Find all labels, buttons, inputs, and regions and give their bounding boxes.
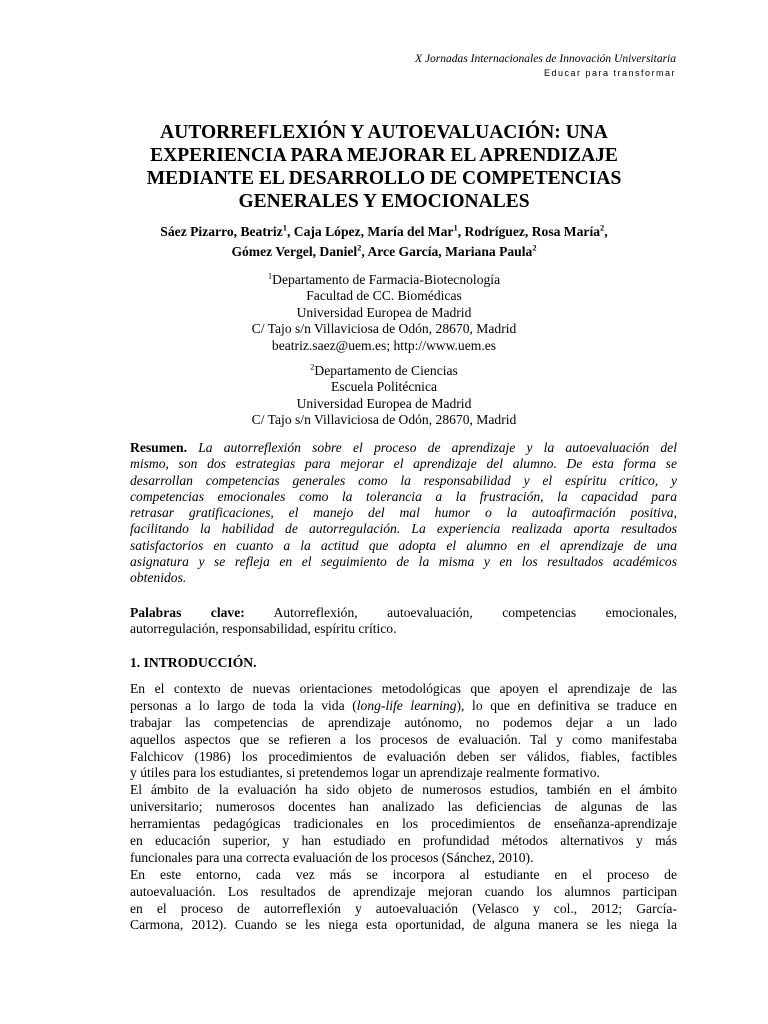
body-line: En el contexto de nuevas orientaciones metodológicas que apoyen el aprendizaje de las (130, 681, 677, 696)
body-line: y útiles para los estudiantes, si pretendemos logar un aprendizaje realmente formativo. (130, 765, 600, 781)
author-name: , Rodríguez, Rosa María (457, 224, 601, 239)
body-emphasis: long-life learning (356, 697, 457, 713)
body-line: en educación superior, y han estudiado en profundidad métodos alternativos y más (130, 833, 677, 849)
author-affiliation-mark: 2 (600, 222, 605, 233)
keywords-line (130, 605, 677, 621)
title-line: EXPERIENCIA PARA MEJORAR EL APRENDIZAJE (150, 145, 618, 166)
body-line: Falchicov (1986) los procedimientos de evaluación deben ser válidos, fiables, factibles (130, 748, 677, 764)
abstract-line: facilitando la habilidad de autorregulación. La experiencia realizada aporta resultados (130, 521, 677, 537)
author-line (100, 242, 668, 262)
affiliation-address: C/ Tajo s/n Villaviciosa de Odón, 28670, Madrid (251, 321, 517, 337)
body-line: Carmona, 2012). Cuando se les niega esta oportunidad, de alguna manera se les niega la (130, 917, 677, 933)
author-affiliation-mark: 2 (357, 242, 362, 253)
body-line: en el proceso de autorreflexión y autoevaluación (Velasco y col., 2012; García- (130, 900, 677, 916)
affiliation-2 (150, 363, 618, 429)
affiliation-mark: 1 (267, 270, 273, 281)
body-line: universitario; numerosos docentes han analizado las deficiencias de algunas de las (130, 799, 677, 815)
abstract-label: Resumen. (130, 440, 188, 455)
conference-name: X Jornadas Internacionales de Innovación Universitaria (415, 53, 676, 65)
author-affiliation-mark: 1 (282, 222, 287, 233)
author-name: , Arce García, Mariana Paula (361, 244, 533, 259)
keywords-text: Autorreflexión, autoevaluación, competencias emocionales, (244, 605, 678, 620)
section-heading: 1. INTRODUCCIÓN. (130, 655, 257, 670)
department-name: Departamento de Ciencias (314, 363, 458, 378)
affiliation-mark: 2 (310, 361, 315, 372)
affiliation-faculty: Facultad de CC. Biomédicas (306, 288, 462, 304)
affiliation-university: Universidad Europea de Madrid (296, 395, 472, 411)
body-line: aquellos aspectos que se refieren a los procesos de evaluación. Tal y como manifestaba (130, 731, 677, 747)
author-name: , Caja López, María del Mar (286, 224, 454, 239)
conference-tagline: Educar para transformar (543, 68, 676, 78)
abstract-line: mismo, son dos estrategias para mejorar el aprendizaje del alumno. De esta forma se (130, 456, 677, 472)
affiliation-school: Escuela Politécnica (330, 379, 438, 395)
author-line (100, 222, 668, 242)
abstract-line: satisfactorios en cuanto a la actitud que adopta el alumno en el aprendizaje de una (130, 537, 677, 553)
author-affiliation-mark: 2 (532, 242, 537, 253)
title-line: GENERALES Y EMOCIONALES (238, 191, 530, 212)
affiliation-university: Universidad Europea de Madrid (296, 304, 472, 320)
author-list (100, 222, 668, 262)
abstract-line: retrasar gratificaciones, el manejo del mal humor o la autoafirmación positiva, (130, 505, 677, 521)
abstract-line (130, 440, 677, 456)
keywords-label: Palabras clave: (130, 605, 245, 620)
affiliation-address: C/ Tajo s/n Villaviciosa de Odón, 28670, Madrid (251, 412, 517, 428)
abstract-line: asignatura y se refleja en el seguimiento de la misma y en los resultados académicos (130, 554, 677, 570)
author-name: Gómez Vergel, Daniel (231, 244, 358, 259)
abstract (130, 440, 677, 587)
abstract-text: La autorreflexión sobre el proceso de aprendizaje y la autoevaluación del (187, 440, 677, 455)
section-body (130, 681, 677, 934)
abstract-line: competencias emocionales como la tolerancia a la frustración, la capacidad para (130, 488, 677, 504)
keywords (130, 605, 677, 638)
affiliation-department (150, 272, 618, 288)
body-line: En este entorno, cada vez más se incorpora al estudiante en el proceso de (130, 866, 677, 882)
body-line: funcionales para una correcta evaluación de los procesos (Sánchez, 2010). (130, 849, 534, 865)
abstract-line: desarrollan competencias generales como la responsabilidad y el espíritu crítico, y (130, 472, 677, 488)
affiliation-department (150, 363, 618, 379)
body-line: herramientas pedagógicas tradicionales en los procedimientos de enseñanza-aprendizaje (130, 816, 677, 832)
abstract-line: obtenidos. (130, 570, 187, 586)
title-line: MEDIANTE EL DESARROLLO DE COMPETENCIAS (146, 168, 622, 189)
body-line: El ámbito de la evaluación ha sido objeto de numerosos estudios, también en el ámbito (130, 782, 677, 798)
body-text: personas a lo largo de toda la vida ( (130, 697, 357, 713)
body-line (130, 698, 677, 715)
affiliation-1 (150, 272, 618, 354)
keywords-line: autorregulación, responsabilidad, espíritu crítico. (130, 621, 397, 637)
department-name: Departamento de Farmacia-Biotecnología (272, 272, 501, 287)
author-separator: , (604, 224, 608, 239)
body-line: autoevaluación. Los resultados de aprendizaje mejoran cuando los alumnos participan (130, 883, 677, 899)
author-affiliation-mark: 1 (453, 222, 458, 233)
body-line: trabajar las competencias de aprendizaje autónomo, no podemos dejar a un lado (130, 714, 677, 730)
paper-title (120, 121, 648, 213)
title-line: AUTORREFLEXIÓN Y AUTOEVALUACIÓN: UNA (160, 122, 608, 143)
author-name: Sáez Pizarro, Beatriz (160, 224, 283, 239)
affiliation-contact: beatriz.saez@uem.es; http://www.uem.es (271, 337, 497, 353)
body-text: ), lo que en definitiva se traduce en (456, 697, 677, 713)
